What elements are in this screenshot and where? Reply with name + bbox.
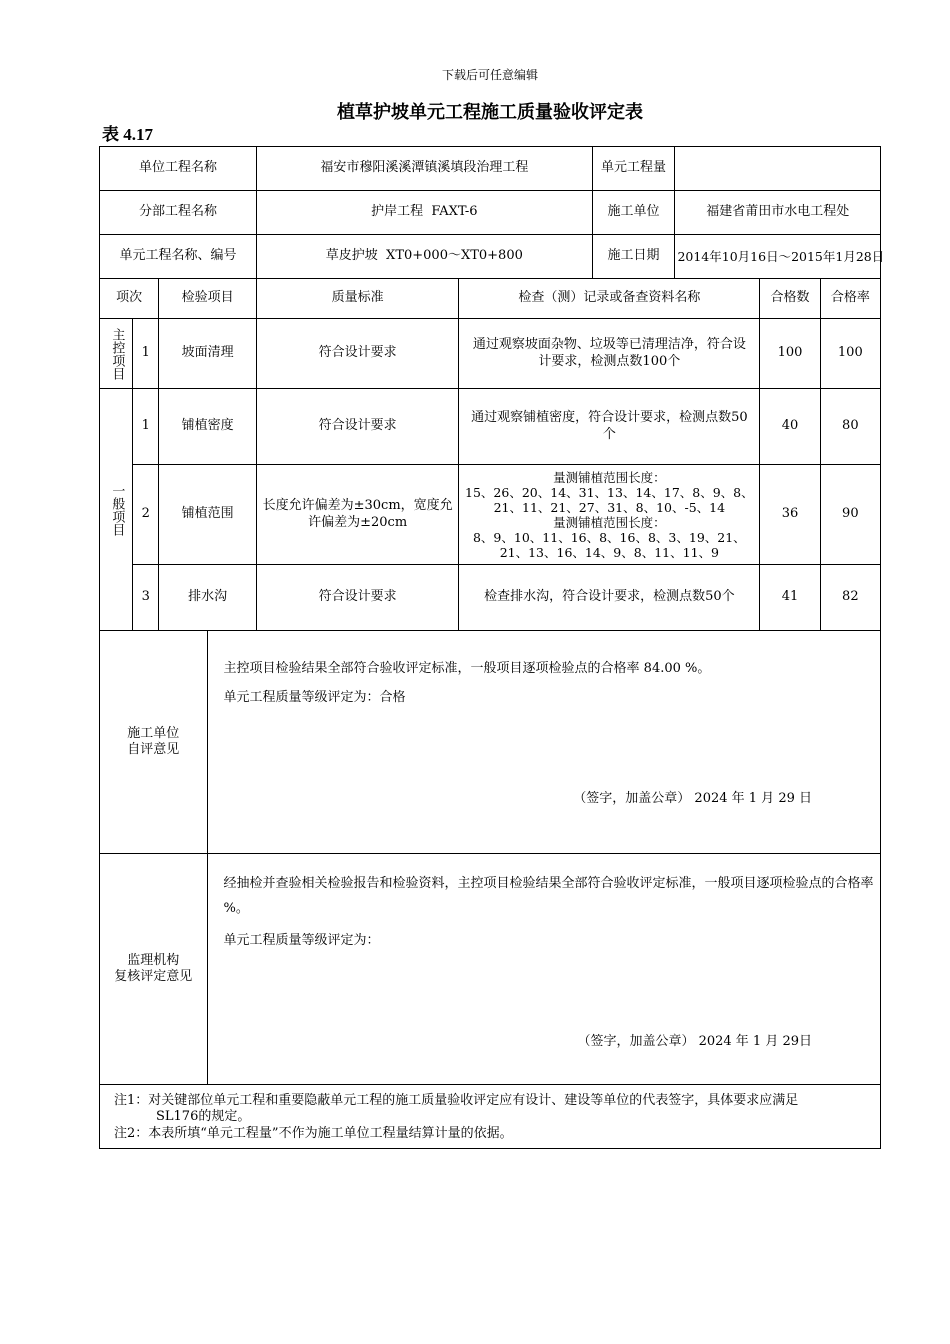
download-note: 下载后可任意编辑: [441, 68, 538, 82]
table-number: 表 4.17: [102, 125, 153, 144]
supervisor-eval-line1: 经抽检并查验相关检验报告和检验资料，主控项目检验结果全部符合验收评定标准，一般项目逐项检验点的合格率 %。: [223, 876, 874, 916]
item-no: 1: [133, 319, 159, 389]
self-eval-content: [207, 631, 880, 854]
info-row-unit-project: [100, 147, 881, 191]
self-eval-signature: （签字，加盖公章） 2024 年 1 月 29 日: [573, 791, 812, 806]
note-1-continued: SL176的规定。: [156, 1109, 251, 1125]
notes-row: [100, 1085, 881, 1149]
col-pass-rate: 合格率: [820, 279, 880, 319]
element-value: 草皮护坡 XT0+000～XT0+800: [257, 235, 593, 279]
item-standard: 符合设计要求: [257, 319, 459, 389]
item-pass-rate: 82: [820, 565, 880, 631]
date-label: 施工日期: [592, 235, 675, 279]
date-value: 2014年10月16日～2015年1月28日: [675, 235, 881, 279]
item-record: 量测铺植范围长度： 15、26、20、14、31、13、14、17、8、9、8、21、11、21、27、31、8、10、-5、14 量测铺植范围长度： 8、9、10、11、16、8、16、8、3、19、21、21、13、16、14、9、8、11、11、9: [459, 465, 760, 565]
col-standard: 质量标准: [257, 279, 459, 319]
contractor-value: 福建省莆田市水电工程处: [675, 191, 881, 235]
item-name: 排水沟: [159, 565, 257, 631]
self-eval-row: [100, 631, 881, 854]
item-pass-rate: 80: [820, 389, 880, 465]
item-no: 3: [133, 565, 159, 631]
unit-project-label: 单位工程名称: [100, 147, 257, 191]
self-eval-line1: 主控项目检验结果全部符合验收评定标准，一般项目逐项检验点的合格率 84.00 %。: [223, 661, 711, 676]
unit-quantity-value: [675, 147, 881, 191]
supervisor-eval-line2: 单元工程质量等级评定为：: [223, 933, 380, 949]
item-standard: 符合设计要求: [257, 565, 459, 631]
division-value: 护岸工程 FAXT-6: [257, 191, 593, 235]
item-pass-count: 41: [760, 565, 820, 631]
info-row-element: [100, 235, 881, 279]
item-record: 通过观察铺植密度，符合设计要求，检测点数50个: [459, 389, 760, 465]
item-record: 通过观察坡面杂物、垃圾等已清理洁净，符合设计要求，检测点数100个: [459, 319, 760, 389]
form-title: 植草护坡单元工程施工质量验收评定表: [337, 102, 643, 123]
item-no: 1: [133, 389, 159, 465]
column-header-row: [100, 279, 881, 319]
element-label: 单元工程名称、编号: [100, 235, 257, 279]
item-pass-count: 36: [760, 465, 820, 565]
main-group-label: 主控项目: [100, 319, 133, 389]
col-inspect-item: 检验项目: [159, 279, 257, 319]
note-1: 注1：对关键部位单元工程和重要隐蔽单元工程的施工质量验收评定应有设计、建设等单位的代表签字，具体要求应满足: [114, 1093, 799, 1109]
item-pass-rate: 90: [820, 465, 880, 565]
item-name: 铺植范围: [159, 465, 257, 565]
info-row-division: [100, 191, 881, 235]
supervisor-eval-content: [207, 854, 880, 1085]
item-no: 2: [133, 465, 159, 565]
self-eval-label: 施工单位 自评意见: [100, 631, 208, 854]
item-name: 坡面清理: [159, 319, 257, 389]
col-record: 检查（测）记录或备查资料名称: [459, 279, 760, 319]
note-2: 注2：本表所填“单元工程量”不作为施工单位工程量结算计量的依据。: [114, 1125, 513, 1141]
unit-quantity-label: 单元工程量: [592, 147, 675, 191]
supervisor-eval-row: [100, 854, 881, 1085]
item-pass-count: 40: [760, 389, 820, 465]
notes: [100, 1085, 881, 1149]
general-group-label: 一般项目: [100, 389, 133, 631]
main-item-row: [100, 319, 881, 389]
col-item-no: 项次: [100, 279, 159, 319]
item-standard: 长度允许偏差为±30cm，宽度允许偏差为±20cm: [257, 465, 459, 565]
item-standard: 符合设计要求: [257, 389, 459, 465]
acceptance-form-table: [99, 146, 885, 1149]
contractor-label: 施工单位: [592, 191, 675, 235]
col-pass-count: 合格数: [760, 279, 820, 319]
item-name: 铺植密度: [159, 389, 257, 465]
general-item-row: [100, 465, 881, 565]
supervisor-eval-signature: （签字，加盖公章） 2024 年 1 月 29日: [577, 1034, 812, 1049]
item-record: 检查排水沟，符合设计要求，检测点数50个: [459, 565, 760, 631]
general-item-row: [100, 565, 881, 631]
unit-project-value: 福安市穆阳溪溪潭镇溪填段治理工程: [257, 147, 593, 191]
supervisor-eval-label: 监理机构 复核评定意见: [100, 854, 208, 1085]
general-item-row: [100, 389, 881, 465]
item-pass-rate: 100: [820, 319, 880, 389]
division-label: 分部工程名称: [100, 191, 257, 235]
self-eval-line2: 单元工程质量等级评定为：合格: [223, 689, 406, 705]
item-pass-count: 100: [760, 319, 820, 389]
